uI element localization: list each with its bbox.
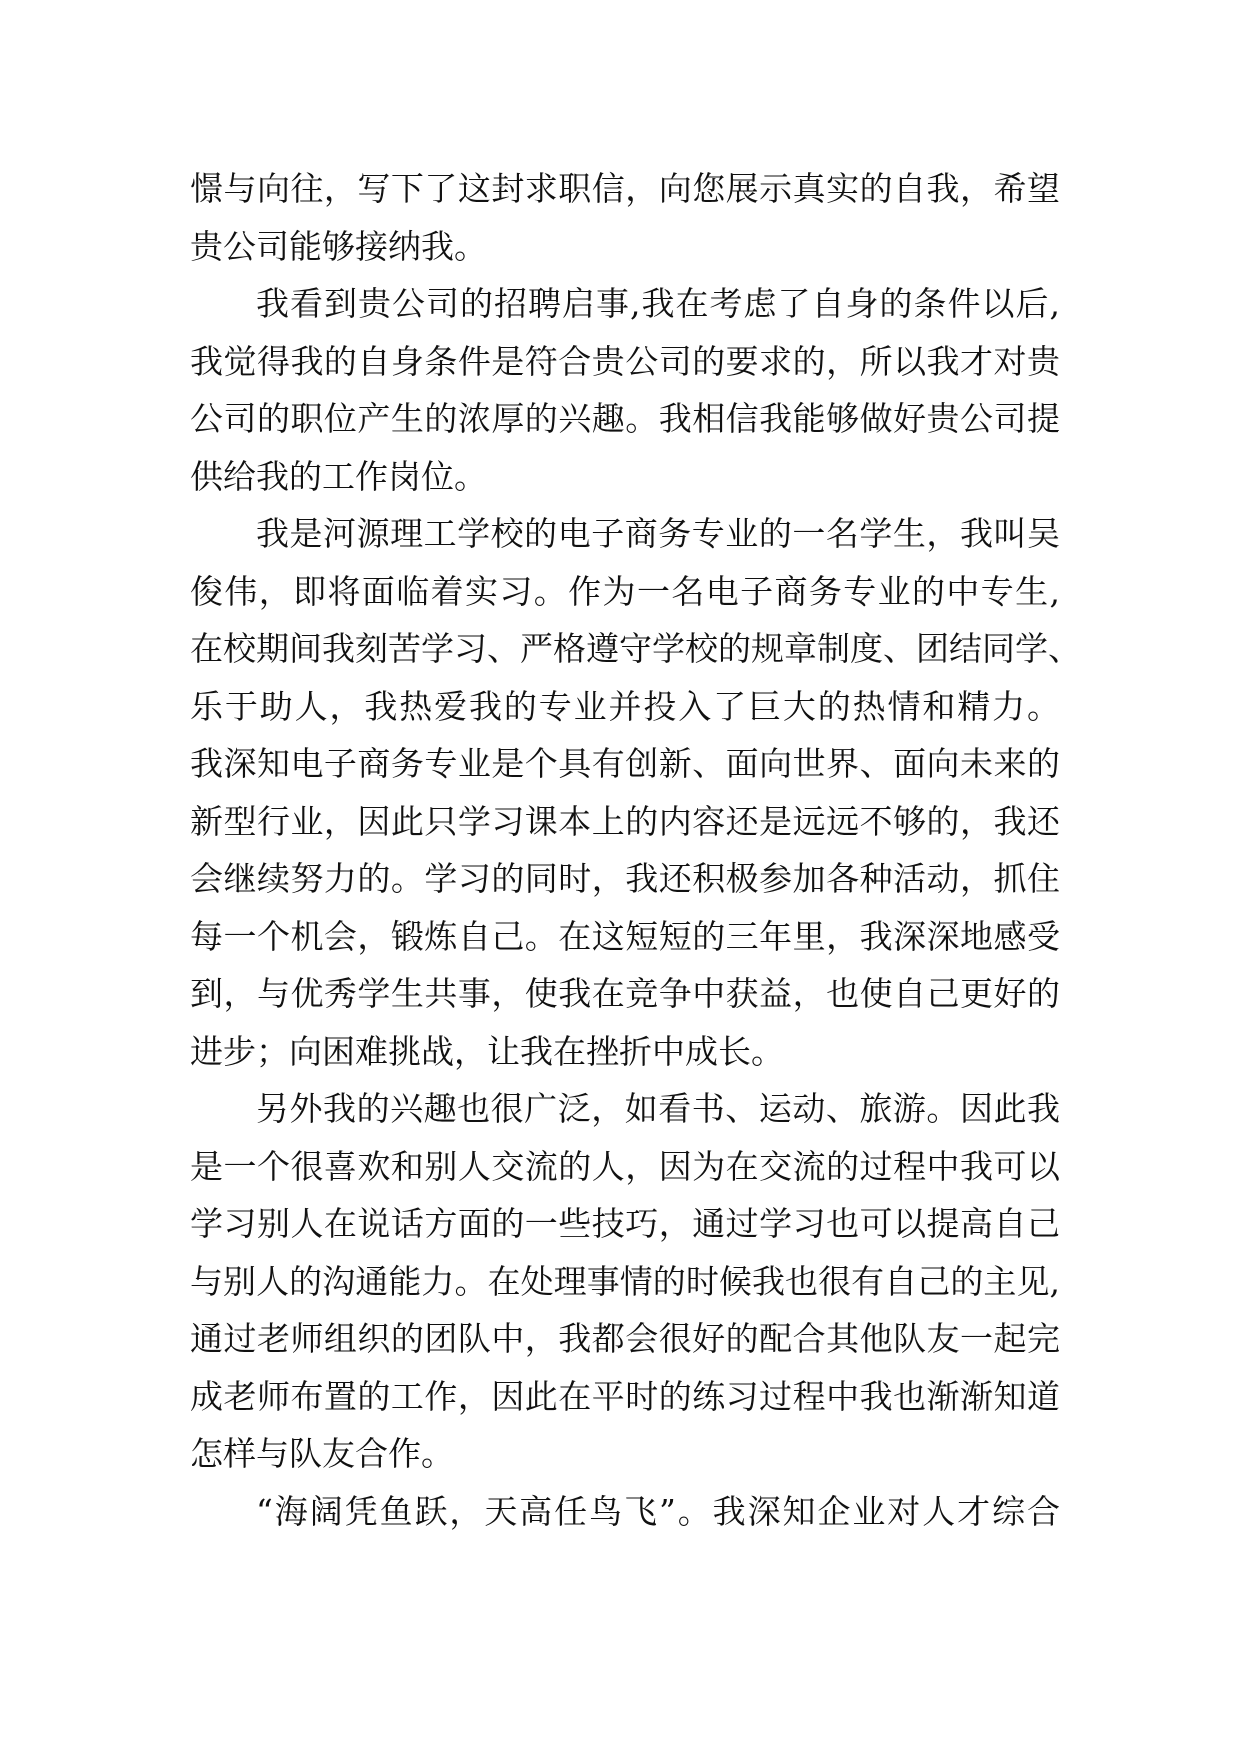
text-line: 与别人的沟通能力。在处理事情的时候我也很有自己的主见,: [190, 1261, 1060, 1301]
text-line: 在校期间我刻苦学习、严格遵守学校的规章制度、团结同学、: [190, 629, 1081, 668]
text-line: 憬与向往，写下了这封求职信，向您展示真实的自我，希望: [190, 169, 1060, 208]
text-line: 公司的职位产生的浓厚的兴趣。我相信我能够做好贵公司提: [190, 399, 1060, 438]
text-line: 通过老师组织的团队中，我都会很好的配合其他队友一起完: [190, 1319, 1060, 1358]
text-line: 我深知电子商务专业是个具有创新、面向世界、面向未来的: [190, 744, 1060, 783]
text-line: 新型行业，因此只学习课本上的内容还是远远不够的，我还: [190, 801, 1060, 841]
text-line: 乐于助人，我热爱我的专业并投入了巨大的热情和精力。: [190, 686, 1060, 726]
text-line: 学习别人在说话方面的一些技巧，通过学习也可以提高自己: [190, 1204, 1060, 1243]
text-line: “海阔凭鱼跃，天高任鸟飞”。我深知企业对人才综合: [256, 1491, 1060, 1531]
text-line: 贵公司能够接纳我。: [190, 226, 487, 266]
text-line: 我看到贵公司的招聘启事,我在考虑了自身的条件以后,: [256, 284, 1060, 323]
text-line: 到，与优秀学生共事，使我在竞争中获益，也使自己更好的: [190, 974, 1060, 1013]
text-line: 供给我的工作岗位。: [190, 456, 487, 496]
text-line: 我觉得我的自身条件是符合贵公司的要求的，所以我才对贵: [190, 341, 1060, 381]
text-line: 怎样与队友合作。: [190, 1434, 454, 1473]
letter-body: [190, 160, 1081, 1540]
text-line: 进步；向困难挑战，让我在挫折中成长。: [190, 1031, 784, 1071]
text-line: 俊伟，即将面临着实习。作为一名电子商务专业的中专生,: [190, 571, 1060, 611]
text-line: 我是河源理工学校的电子商务专业的一名学生，我叫吴: [256, 514, 1060, 553]
text-line: 会继续努力的。学习的同时，我还积极参加各种活动，抓住: [190, 859, 1060, 898]
text-line: 成老师布置的工作，因此在平时的练习过程中我也渐渐知道: [190, 1376, 1060, 1416]
text-line: 是一个很喜欢和别人交流的人，因为在交流的过程中我可以: [190, 1146, 1060, 1186]
text-line: 另外我的兴趣也很广泛，如看书、运动、旅游。因此我: [256, 1089, 1060, 1128]
text-line: 每一个机会，锻炼自己。在这短短的三年里，我深深地感受: [190, 916, 1060, 956]
